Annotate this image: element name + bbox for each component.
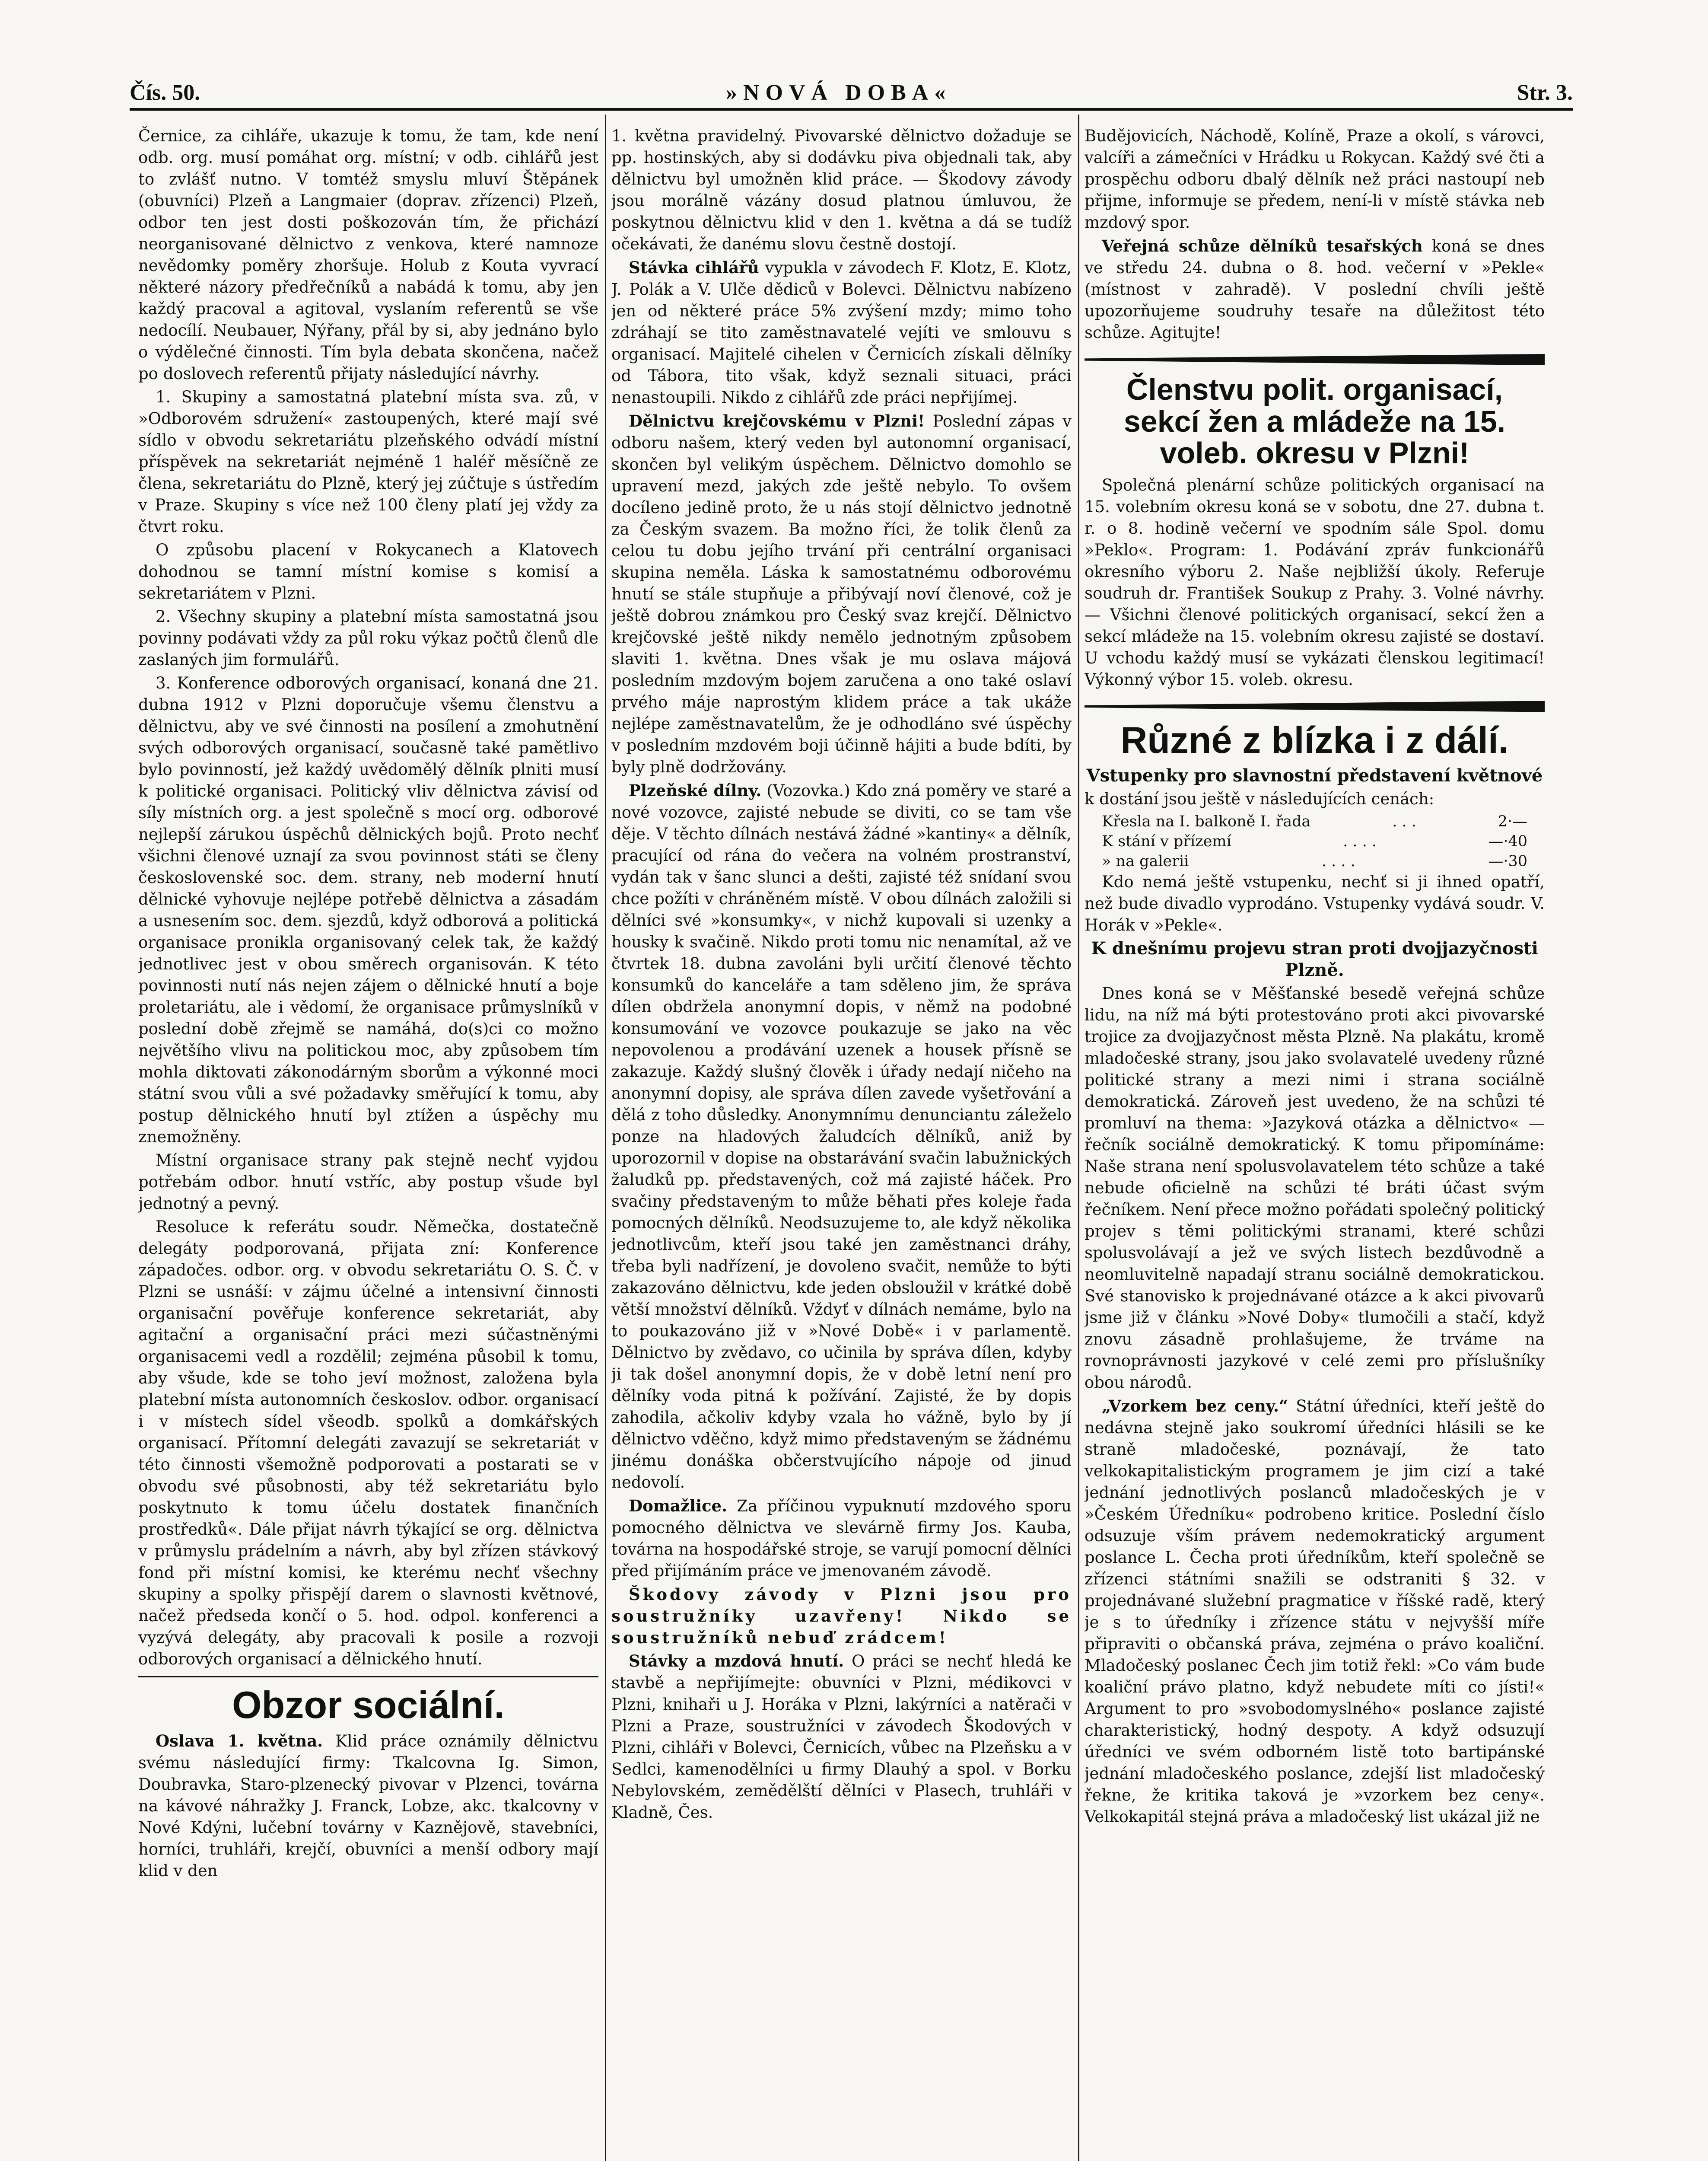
price-row bbox=[1085, 812, 1545, 832]
article-paragraph: O způsobu placení v Rokycanech a Klatovech dohodnou se tamní místní komise s komisí a sekretariátem v Plzni. bbox=[138, 541, 598, 602]
page-number: Str. 3. bbox=[1517, 80, 1573, 105]
decorative-rule bbox=[1085, 354, 1545, 365]
price-value: —·30 bbox=[1488, 852, 1527, 870]
price-value: 2·— bbox=[1498, 813, 1527, 830]
article-paragraph: Budějovicích, Náchodě, Kolíně, Praze a okolí, s várovci, valcíři a zámečníci v Hrádku u Rokycan. Každý své čti a prospěchu odboru dbalý dělník než práci nastoupí neb přijme, informuje se předem, není-li v místě stávka neb mzdový spor. bbox=[1085, 127, 1545, 232]
article-dilny bbox=[611, 780, 1072, 1493]
page-header bbox=[130, 76, 1573, 110]
article-text: Klid práce oznámily dělnictvu svému následující firmy: Tkalcovna Ig. Simon, Doubravka, Staro-plzenecký pivovar v Plzenci, továrna na kávové náhražky J. Franck, Lobze, akc. tkalcovny v Nové Kdýni, lučební továrny v Kaznějově, stavebníci, horníci, truhláři, krejčí, obuvníci a menší odbory mají klid v den bbox=[138, 1732, 598, 1881]
article-text: Poslední zápas v odboru našem, který veden byl autonomní organisací, skončen byl velikým úspěchem. Dělnictvo domohlo se upravení mezd, jakých zde ještě nebylo. To ovšem docíleno jedině proto, že u nás stojí dělnictvo jednotně za Českým svazem. Ba možno říci, že tolik členů za celou tu dobu jejího trvání při centrální organisaci skupina neměla. Láska k samostatnému odborovému hnutí se stále stupňuje a přibývají noví členové, což je ještě dobrou známkou pro Český svaz krejčí. Dělnictvo krejčovské ještě nikdy nemělo jednotným způsobem slaviti 1. května. Dnes však je mu oslava májová posledním mzdovým bojem zaručena a ono také oslaví prvého máje naprostým klidem práce a tak ukáže nejlépe zaměstnavatelům, že je odhodláno své úspěchy v posledním mzdovém boji účinně hájiti a bude bdíti, by byly plně dodržovány. bbox=[611, 412, 1072, 776]
article-text: k dostání jsou ještě v následujících cenách: bbox=[1085, 789, 1434, 808]
article-heading: Plzeňské dílny. bbox=[629, 781, 762, 800]
price-dots: . . . bbox=[1392, 813, 1416, 830]
article-text: Dnes koná se v Měšťanské besedě veřejná schůze lidu, na níž má býti protestováno proti akci pivovarské trojice za dvojjazyčnost města Plzně. Na plakátu, kromě mladočeské strany, jsou jako svolavatelé uvedeny různé politické strany a mezi nimi i strana sociálně demokratická. Zároveň jest uvedeno, že na schůzi té promluví na thema: »Jazyková otázka a dělnictvo« — řečník sociálně demokratický. K tomu připomínáme: Naše strana není spolusvolavatelem této schůze a také nebude oficielně na schůzi té bráti účast svým řečníkem. Není přece možno pořádati společný politický projev s těmi politickými stranami, které schůzi spolusvolávají a jež ve svých listech bezdůvodně a neomluvitelně napadají stranu sociálně demokratickou. Své stanovisko k projednávané otázce a k akci pivovarů jsme již v článku »Nové Doby« tlumočili a stačí, když znovu zásadně prohlašujeme, že trváme na rovnoprávnosti jazykové v celé zemi pro příslušníky obou národů. bbox=[1085, 984, 1545, 1392]
section-rule bbox=[138, 1676, 598, 1677]
price-dots: . . . . bbox=[1343, 832, 1377, 850]
article-paragraph: 1. Skupiny a samostatná platební místa sva. zů, v »Odborovém sdružení« zastoupených, které mají své sídlo v obvodu sekretariátu plzeňského odvádí místní příspěvek na sekretariát nejméně 1 haléř měsíčně ze člena, sekretariátu do Plzně, který jej zúčtuje s ústředím v Praze. Skupiny s více než 100 členy platí jej vždy za čtvrt roku. bbox=[138, 388, 598, 536]
article-paragraph: 2. Všechny skupiny a platební místa samostatná jsou povinny podávati vždy za půl roku výkaz počtů členů dle zaslaných jim formulářů. bbox=[138, 607, 598, 669]
article-text: Za příčinou vypuknutí mzdového sporu pomocného dělnictva ve slevárně firmy Jos. Kauba, továrna na hospodářské stroje, se varují pomocní dělníci před přijímáním práce ve jmenovaném závodě. bbox=[611, 1497, 1072, 1580]
price-label: » na galerii bbox=[1102, 852, 1189, 870]
price-row bbox=[1085, 851, 1545, 871]
article-paragraph: Černice, za cihláře, ukazuje k tomu, že tam, kde není odb. org. musí pomáhat org. místní; v odb. cihlářů jest to zvlášť nutno. V tomtéž smyslu mluví Štěpánek (obuvníci) Plzeň a Langmaier (doprav. zřízenci) Plzeň, odbor ten jest dosti poškozován tím, že přichází neorganisované dělnictvo z venkova, které namnoze nevědomky poměry zhoršuje. Holub z Kouta vyvrací některé názory předřečníků a nabádá k tomu, aby jen každý pracoval a agitoval, vyslaním referentů se vše nedocílí. Neubauer, Nýřany, přál by si, aby jednáno bylo o výdělečné činnosti. Tím byla debata skončena, načež po doslovech referentů přijaty následující návrhy. bbox=[138, 127, 598, 383]
article-krejci bbox=[611, 410, 1072, 778]
header-rule bbox=[130, 108, 1573, 111]
article-heading: „Vzorkem bez ceny.“ bbox=[1102, 1396, 1288, 1415]
article-heading: Dělnictvu krejčovskému v Plzni! bbox=[629, 411, 925, 430]
article-text: Státní úředníci, kteří ještě do nedávna stejně jako soukromí úředníci hlásili se ke straně mladočeské, poznávají, že tato velkokapitalistickým programem je jim cizí a také jednání jednotlivých poslanců mladočeských je v »Českém Úředníku« podrobeno kritice. Poslední číslo odsuzuje vším právem nedemokratický argument poslance L. Čecha proti úředníkům, kteří společně se zřízenci státními snažili se odstraniti § 32. v projednávané služební pragmatice v říšské radě, který je s to úředníky i zřízence státu v nejvyšší míře připraviti o občanská práva, zejména o právo koaliční. Mladočeský poslanec Čech jim totiž řekl: »Co vám bude koaliční právo platno, když nebudete míti co jísti!« Argument to pro »svobodomyslného« poslance zajisté charakteristický, hodný despoty. A když odsuzují úředníci ve svém odborném listě toto bartipánské jednání mladočeského poslance, zdejší list mladočeský řekne, že kritika taková je »vzorkem bez ceny«. Velkokapitál stejná práva a mladočeský list ukázal již ne bbox=[1085, 1396, 1545, 1826]
banner-text: Společná plenární schůze politických organisací na 15. volebním okresu koná se v sobotu, dne 27. dubna t. r. o 8. hodině večerní ve spodním sále Spol. domu »Peklo«. Program: 1. Podávání zpráv funkcionářů okresního výboru 2. Naše nejbližší úkoly. Referuje soudruh dr. František Soukup z Prahy. 3. Volné návrhy. — Všichni členové politických organisací, sekcí žen a sekcí mládeže na 15. volebním okresu zajisté se dostaví. U vchodu každý musí se vykázati členskou legitimací! Výkonný výbor 15. voleb. okresu. bbox=[1085, 475, 1545, 689]
article-domazlice bbox=[611, 1495, 1072, 1582]
article-mzdova bbox=[611, 1650, 1072, 1823]
article-paragraph: Místní organisace strany pak stejně nechť vyjdou potřebám odbor. hnutí vstříc, aby postup všude byl jednotný a pevný. bbox=[138, 1151, 598, 1213]
article-heading: Stávky a mzdová hnutí. bbox=[629, 1651, 844, 1670]
banner-heading: Členstvu polit. organisací, sekcí žen a mládeže na 15. voleb. okresu v Plzni! bbox=[1123, 373, 1506, 470]
column-3 bbox=[1085, 125, 1545, 2161]
article-stavka bbox=[611, 257, 1072, 408]
newspaper-title: »NOVÁ DOBA« bbox=[726, 80, 952, 105]
decorative-rule bbox=[1085, 701, 1545, 712]
price-value: —·40 bbox=[1488, 832, 1527, 850]
article-heading: Veřejná schůze dělníků tesařských bbox=[1102, 236, 1423, 255]
price-label: K stání v přízemí bbox=[1102, 832, 1231, 850]
article-paragraph: 1. května pravidelný. Pivovarské dělnictvo dožaduje se pp. hostinských, aby si dodávku piva objednali tak, aby dělnictvu byl umožněn klid práce. — Škodovy závody jsou morálně vázány dosud platnou úmluvou, že poskytnou dělnictvu klid v den 1. května a dá se tudíž očekávati, že danému slovu čestně dostojí. bbox=[611, 127, 1072, 253]
article-heading: Oslava 1. května. bbox=[156, 1731, 323, 1751]
article-heading: Domažlice. bbox=[629, 1496, 727, 1515]
article-paragraph: 3. Konference odborových organisací, konaná dne 21. dubna 1912 v Plzni doporučuje všemu členstvu a dělnictvu, aby ve své činnosti na posílení a zmohutnění svých odborových organisací, současně také pamětlivo bylo povinností, jež každý uvědomělý dělník plniti musí k politické organisaci. Politický vliv dělnictva závisí od síly místních org. a jest společně s mocí org. odborové nejlepší zárukou úspěchů dělnických bojů. Proto nechť všichni členové uznají za svou povinnost státi se členy československé soc. dem. strany, neb moderní hnutí dělnické vyhovuje nejlépe potřebě dělnictva a zásadám a usnesením soc. dem. sjezdů, když odborová a politická organisace pronikla organisovaný celek tak, že každý jednotlivec jest v obou směrech organisován. K této povinnosti nutí nás nejen zájem o dělnické hnutí a boje proletariátu, ale i vědomí, že organisace průmyslníků v poslední době zřejmě se namáhá, do(s)ci co možno největšího vlivu na politickou moc, aby způsobem tím mohla diktovati zákonodárným sborům a výkonné moci státní svou vůli a své požadavky směřující k tomu, aby postup dělnického hnutí byl ztížen a úspěchy mu znemožněny. bbox=[138, 674, 598, 1146]
article-heading: Stávka cihlářů bbox=[629, 258, 759, 277]
article-text: vypukla v závodech F. Klotz, E. Klotz, J. Polák a V. Ulče dědiců v Bolevci. Dělnictvu nabízeno jen od některé práce 5% zvýšení mzdy; mimo toho zdráhají se tito zaměstnavatelé vejíti ve smlouvu s organisací. Majitelé cihelen v Černicích získali dělníky od Tábora, tito však, když seznali situaci, práci nenastoupili. Nikdo z cihlářů zde práci nepřijímej. bbox=[611, 258, 1072, 407]
price-row bbox=[1085, 832, 1545, 851]
article-heading: Vstupenky pro slavnostní představení květnové bbox=[1086, 765, 1543, 786]
article-heading: K dnešnímu projevu stran proti dvojjazyčnosti Plzně. bbox=[1091, 938, 1538, 980]
article-tesari bbox=[1085, 235, 1545, 344]
section-title-obzor: Obzor sociální. bbox=[232, 1683, 505, 1726]
column-divider bbox=[1078, 115, 1079, 2161]
price-dots: . . . . bbox=[1321, 852, 1355, 870]
article-text: Kdo nemá ještě vstupenku, nechť si ji ihned opatří, než bude divadlo vyprodáno. Vstupenky vydává soudr. V. Horák v »Pekle«. bbox=[1085, 872, 1545, 934]
column-1 bbox=[138, 125, 598, 2161]
article-skoda: Škodovy závody v Plzni jsou pro soustružníky uzavřeny! Nikdo se soustružníků nebuď zrádcem! bbox=[611, 1585, 1072, 1647]
article-text: O práci se nechť hledá ke stavbě a nepřijímejte: obuvníci v Plzni, médikovci v Plzni, knihaři u J. Horáka v Plzni, lakýrníci a natěrači v Plzni a Praze, soustružníci v závodech Škodových v Plzni, cihláři v Bolevci, Černicích, vůbec na Plzeňsku a v Sedlci, kamenodělníci u firmy Dlauhý a spol. v Borku Nebylovském, zemědělští dělníci v Plasech, truhláři v Kladně, Čes. bbox=[611, 1652, 1072, 1822]
section-title-ruzne: Různé z blízka i z dálí. bbox=[1120, 719, 1509, 761]
article-vzorkem bbox=[1085, 1395, 1545, 1828]
column-divider bbox=[605, 115, 606, 2161]
issue-number: Čís. 50. bbox=[130, 80, 200, 105]
price-label: Křesla na I. balkoně I. řada bbox=[1102, 813, 1311, 830]
article-text: (Vozovka.) Kdo zná poměry ve staré a nové vozovce, zajisté nebude se diviti, co se tam vše děje. V těchto dílnách nestává žádné »kantiny« a dělník, pracující od rána do večera na volném prostranství, vydán tak v šanc slunci a dešti, zajisté též snídaní svou chce požíti v chráněném místě. V obou dílnách založili si dělníci své »konsumky«, v nichž kupovali si uzenky a housky k svačině. Nikdo proti tomu nic nenamítal, až ve čtvrtek 18. dubna zavoláni byli určití členové těchto konsumků do kanceláře a tam sděleno jim, že správa dílen obdržela anonymní dopis, v němž na podobné konsumování ve vozovce poukazuje se jako na věc nepovolenou a prodávání uzenek a housek přísně se zakazuje. Každý slušný člověk i úřady nedají ničeho na anonymní dopisy, ale správa dílen zavede vyšetřování a dělá z toho důsledky. Anonymnímu denunciantu záleželo ponze na hladových žaludcích dělníků, aniž by uporozornil v dopise na obstarávání svačin labužnických žaludků pp. představených, což má zajisté háček. Pro svačiny představeným to může běhati přes koleje řada pomocných dělníků. Neodsuzujeme to, ale když několika jednotlivcům, kteří jsou také jen zaměstnanci dráhy, třeba byli nadřízení, je dovoleno svačit, nemůže to býti zakazováno dělnictvu, kde jeden obsloužil v krátké době větší množství dělníků. Vždyť v dílnách nemáme, bylo na to poukazováno již v »Nové Době« i v parlamentě. Dělnictvo by zvědavo, co učinila by správa dílen, kdyby ji tak došel anonymní dopis, že v době letní není pro dělníky voda pitná k požívání. Zajisté, že by dopis zahodila, ačkoliv kdyby vzala ho vážně, bylo by jí dělnictvo vděčno, když mimo představeným se žádnému jinému donáška občerstvujícího nápoje od jinud nedovolí. bbox=[611, 781, 1072, 1492]
column-2 bbox=[611, 125, 1072, 2161]
article-text: koná se dnes ve středu 24. dubna o 8. hod. večerní v »Pekle« (místnost v zahradě). V poslední chvíli ještě upozorňujeme soudruhy tesaře na důležitost této schůze. Agitujte! bbox=[1085, 237, 1545, 342]
article-paragraph: Resoluce k referátu soudr. Němečka, dostatečně delegáty podporovaná, přijata zní: Konference západočes. odbor. org. v obvodu sekretariátu O. S. Č. v Plzni se usnáší: v zájmu účelné a intensivní činnosti organisační pověřuje konference sekretariát, aby agitační a organisační práci mezi súčastněnými organisacemi vedl a rozdělil; zejména působil k tomu, aby všude, kde se toho jeví možnost, založena byla platební místa autonomních českoslov. odbor. organisací i v místech sídel všeodb. spolků a domkářských organisací. Přítomní delegáti zavazují se sekretariát v této činnosti všemožně podporovati a postarati se v obvodu své působnosti, aby též sekretariátu bylo poskytnuto k tomu účelu dostatek finančních prostředků«. Dále přijat návrh týkající se org. dělnictva v průmyslu prádelním a návrh, aby byl zřízen stávkový fond při místní komisi, ke kterému nechť všechny skupiny a spolky přispějí darem o slavnosti květnové, načež předseda končí o 5. hod. odpol. konferenci a vyzývá delegáty, aby pracovali k posile a rozvoji odborových organisací a dělnického hnutí. bbox=[138, 1218, 598, 1668]
article-oslava bbox=[138, 1730, 598, 1882]
